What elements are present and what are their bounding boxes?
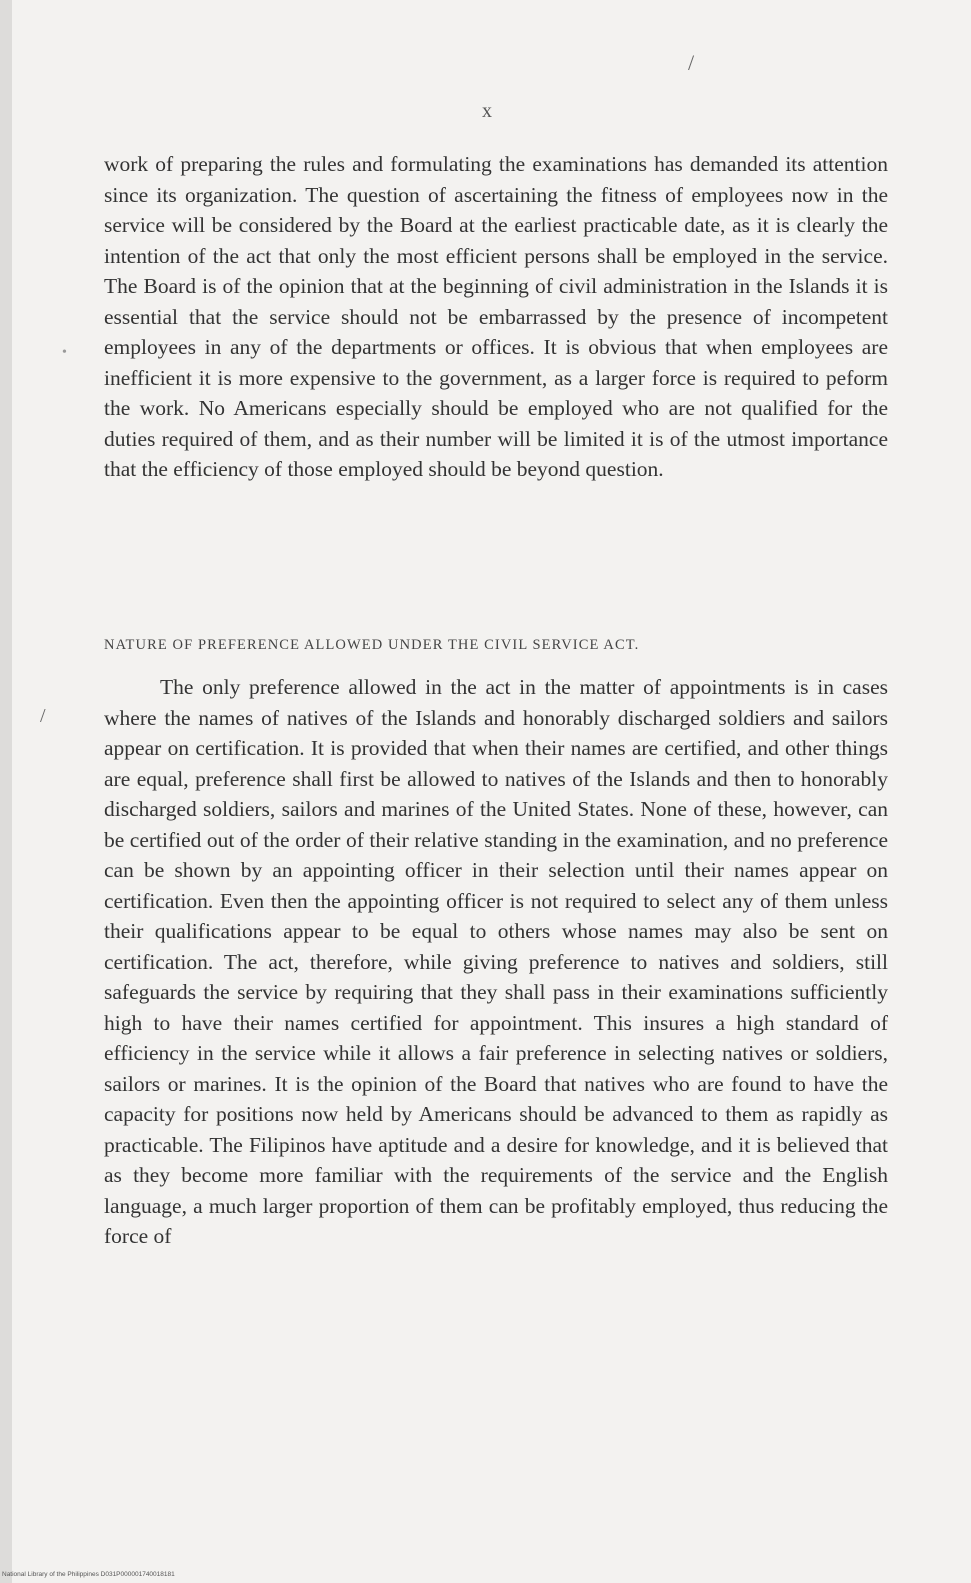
pencil-mark-icon: /	[688, 50, 695, 75]
scan-source-footer: National Library of the Philippines D031P000001740018181	[2, 1571, 175, 1578]
page-number: x	[482, 100, 493, 122]
body-paragraph	[104, 672, 888, 1252]
scan-left-margin	[0, 0, 12, 1583]
body-paragraph: work of preparing the rules and formulating the examinations has demanded its attention since its organization. The question of ascertaining the fitness of employees now in the service will be considered by the Board at the earliest practicable date, as it is clearly the intention of the act that only the most efficient persons shall be employed in the service. The Board is of the opinion that at the beginning of civil administration in the Islands it is essential that the service should not be embarrassed by the presence of incompetent employees in any of the departments or offices. It is obvious that when employees are inefficient it is more expensive to the government, as a larger force is required to peform the work. No Americans especially should be employed who are not qualified for the duties required of them, and as their number will be limited it is of the utmost importance that the efficiency of those employed should be beyond question.	[104, 152, 888, 481]
section-heading: NATURE OF PREFERENCE ALLOWED UNDER THE CIVIL SERVICE ACT.	[104, 637, 640, 653]
ink-dot-icon: •	[62, 345, 67, 360]
body-paragraph-text: The only preference allowed in the act in the matter of appointments is in cases where the names of natives of the Islands and honorably discharged soldiers and sailors appear on certification. It is provided that when their names are certified, and other things are equal, preference shall first be allowed to natives of the Islands and then to honorably discharged soldiers, sailors and marines of the United States. None of these, however, can be certified out of the order of their relative standing in the examination, and no preference can be shown by an appointing officer in their selection until their names appear on certification. Even then the appointing officer is not required to select any of them unless their qualifications appear to be equal to others whose names may also be sent on certification. The act, therefore, while giving preference to natives and soldiers, still safeguards the service by requiring that they shall pass in their examinations sufficiently high to have their names certified for appointment. This insures a high standard of efficiency in the service while it allows a fair preference in selecting natives or soldiers, sailors or marines. It is the opinion of the Board that natives who are found to have the capacity for positions now held by Americans should be advanced to them as rapidly as practicable. The Filipinos have aptitude and a desire for knowledge, and it is believed that as they become more familiar with the requirements of the service and the English language, a much larger proportion of them can be profitably employed, thus reducing the force of	[104, 675, 888, 1248]
pencil-mark-icon: /	[40, 705, 46, 727]
